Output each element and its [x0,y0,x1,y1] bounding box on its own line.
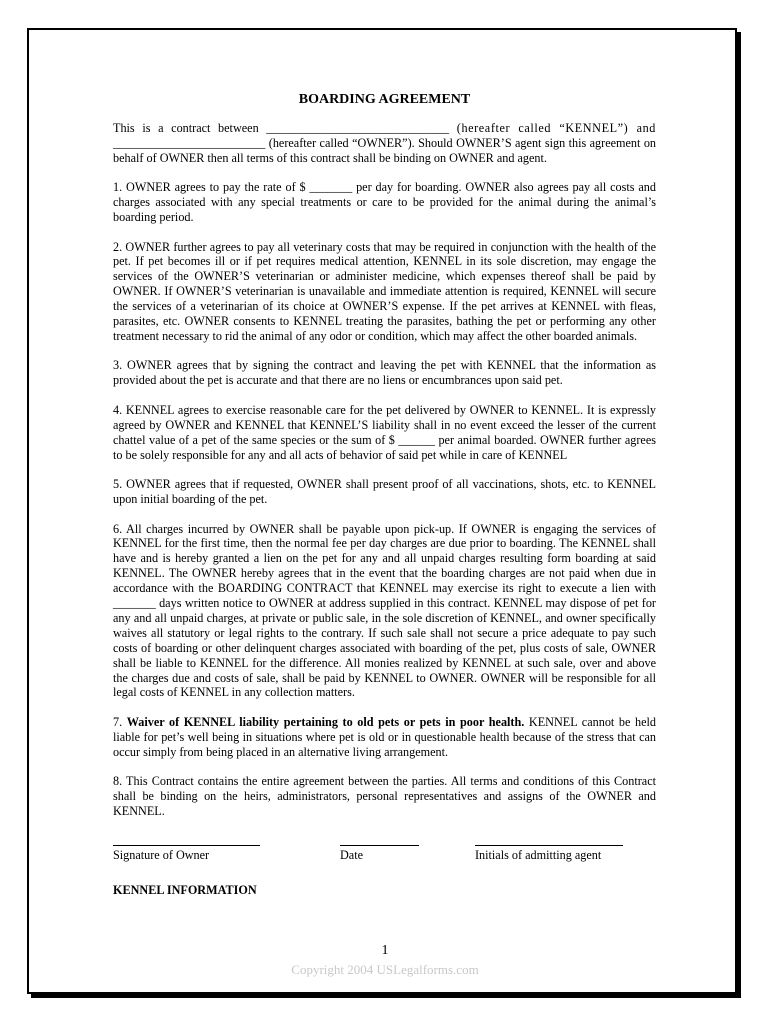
clause-3: 3. OWNER agrees that by signing the contract and leaving the pet with KENNEL that the information as provided about the pet is accurate and that there are no liens or encumbrances upon said pet. [113,358,656,388]
agent-initials-block [475,845,623,863]
agent-initials-line[interactable] [475,845,623,846]
signature-row [113,845,656,875]
owner-signature-line[interactable] [113,845,260,846]
kennel-information-heading: KENNEL INFORMATION [113,883,257,897]
date-block [340,845,419,863]
agent-initials-label: Initials of admitting agent [475,848,602,862]
clause-1: 1. OWNER agrees to pay the rate of $ _______ per day for boarding. OWNER also agrees pay all costs and charges associated with any special treatments or care to be provided for the animal during the animal’s boarding period. [113,180,656,225]
clause-7 [113,715,656,760]
clause-6: 6. All charges incurred by OWNER shall be payable upon pick-up. If OWNER is engaging the services of KENNEL for the first time, then the normal fee per day charges are due prior to boarding. The KENNEL shall have and is hereby granted a lien on the pet for any and all unpaid charges resulting form boarding at said KENNEL. The OWNER hereby agrees that in the event that the boarding charges are not paid when due in accordance with the BOARDING CONTRACT that KENNEL may exercise its right to execute a lien with _______ days written notice to OWNER at address supplied in this contract. KENNEL may dispose of pet for any and all unpaid charges, at private or public sale, in the sole discretion of KENNEL, and owner specifically waives all statutory or legal rights to the contrary. If such sale shall not secure a price adequate to pay such costs of boarding or other delinquent charges associated with boarding of the pet, plus costs of sale, OWNER shall be liable to KENNEL for the difference. All monies realized by KENNEL at such sale, over and above the charges due and costs of sale, shall be paid by KENNEL to OWNER. OWNER will be responsible for all legal costs of KENNEL in any collection matters. [113,521,656,700]
clause-7-number: 7. [113,714,123,729]
document-body [113,93,656,898]
page-shadow-right [737,32,741,998]
page-shadow-bottom [31,994,741,998]
intro-part-3: _________________________ (hereafter called “OWNER”). Should OWNER’S agent sign this agreement on behalf of OWNER then all terms of this contract shall be binding on OWNER and agent. [113,135,656,165]
document-title: BOARDING AGREEMENT [298,92,471,107]
clause-7-body: KENNEL cannot be held liable for pet’s well being in situations where pet is old or in questionable health because of the stress that can occur simply from being placed in an alternative living arrangement. [113,714,656,759]
intro-paragraph [113,121,656,166]
owner-signature-block [113,845,260,863]
copyright-footer: Copyright 2004 USLegalforms.com [291,962,479,977]
owner-signature-label: Signature of Owner [113,848,210,862]
clause-4: 4. KENNEL agrees to exercise reasonable care for the pet delivered by OWNER to KENNEL. It is expressly agreed by OWNER and KENNEL that KENNEL’S liability shall in no event exceed the lesser of the current chattel value of a pet of the same species or the sum of $ ______ per animal boarded. OWNER further agrees to be solely responsible for any and all acts of behavior of said pet while in care of KENNEL [113,402,656,462]
intro-part-2: (hereafter called “KENNEL”) and [456,120,656,135]
clause-5: 5. OWNER agrees that if requested, OWNER shall present proof of all vaccinations, shots, etc. to KENNEL upon initial boarding of the pet. [113,477,656,506]
clause-7-heading: Waiver of KENNEL liability pertaining to old pets or pets in poor health. [126,714,525,729]
date-line[interactable] [340,845,419,846]
clause-2: 2. OWNER further agrees to pay all veterinary costs that may be required in conjunction with the health of the pet. If pet becomes ill or if pet requires medical attention, KENNEL in its sole discretion, may engage the services of the OWNER’S veterinarian or administer medicine, which expenses thereof shall be paid by OWNER. If OWNER’S veterinarian is unavailable and immediate attention is required, KENNEL will secure the services of a veterinarian of its choice at OWNER’S expense. If the pet arrives at KENNEL with fleas, parasites, etc. OWNER consents to KENNEL treating the parasites, bathing the pet or performing any other treatment necessary to rid the animal of any odor or condition, which may affect the other boarded animals. [113,239,656,343]
clause-8: 8. This Contract contains the entire agreement between the parties. All terms and conditions of this Contract shall be binding on the heirs, administrators, personal representatives and assigns of the OWNER and KENNEL. [113,774,656,819]
intro-part-1: This is a contract between ______________________________ [113,120,450,135]
page-number: 1 [381,943,389,958]
date-label: Date [340,848,364,862]
